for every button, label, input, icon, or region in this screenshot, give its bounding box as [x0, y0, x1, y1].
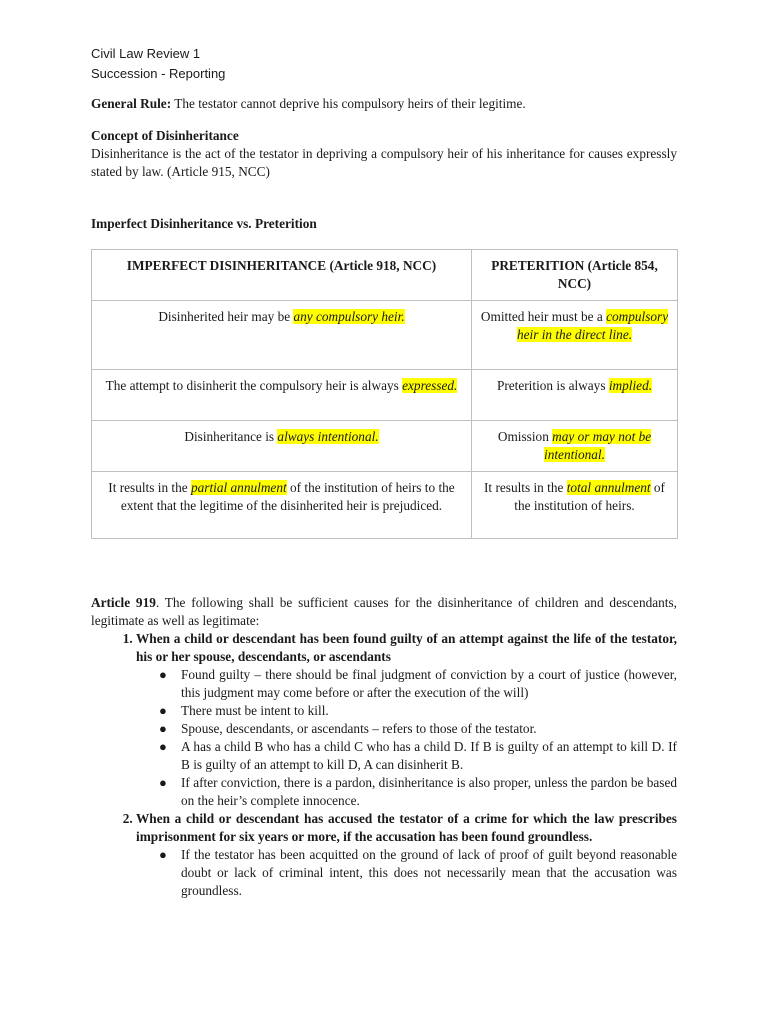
comparison-title: Imperfect Disinheritance vs. Preterition: [91, 216, 317, 231]
preterition-cell: [472, 301, 678, 370]
bullet-icon: ●: [159, 847, 167, 862]
note-item: [159, 738, 677, 774]
comparison-header-row: [92, 250, 678, 301]
highlighted-text: partial annulment: [191, 480, 287, 495]
cause-item: [136, 810, 677, 900]
note-text: There must be intent to kill.: [181, 703, 329, 718]
bullet-icon: ●: [159, 703, 167, 718]
note-item: [159, 702, 677, 720]
table-row: [92, 301, 678, 370]
cell-text: of the institution of heirs.: [514, 480, 665, 513]
article-919-text: . The following shall be sufficient causes for the disinheritance of children and descendants, legitimate as well as legitimate:: [91, 595, 677, 628]
note-item: [159, 846, 677, 900]
imperfect-cell: [92, 472, 472, 539]
article-919-label: Article 919: [91, 595, 156, 610]
note-item: [159, 666, 677, 702]
concept-title: Concept of Disinheritance: [91, 128, 239, 143]
cell-text: It results in the: [484, 480, 567, 495]
bullet-icon: ●: [159, 667, 167, 682]
note-text: Spouse, descendants, or ascendants – refers to those of the testator.: [181, 721, 537, 736]
highlighted-text: may or may not be intentional.: [544, 429, 652, 462]
note-item: [159, 774, 677, 810]
table-row: [92, 421, 678, 472]
topic-title: Succession - Reporting: [91, 66, 226, 81]
highlighted-text: expressed.: [402, 378, 458, 393]
cell-text: Omission: [497, 429, 553, 444]
note-text: Found guilty – there should be final judgment of conviction by a court of justice (however, this judgment may come before or after the execution of the will): [181, 667, 677, 700]
preterition-cell: [472, 472, 678, 539]
preterition-cell: [472, 421, 678, 472]
preterition-cell: [472, 370, 678, 421]
cell-text: of the institution of heirs to the extent that the legitime of the disinherited heir is prejudiced.: [120, 480, 455, 513]
cause-text: When a child or descendant has accused the testator of a crime for which the law prescribes imprisonment for six years or more, if the accusation has been found groundless.: [136, 811, 677, 844]
cell-text: Disinherited heir may be: [158, 309, 294, 324]
highlighted-text: implied.: [608, 378, 653, 393]
concept-section: [91, 127, 677, 181]
table-row: [92, 370, 678, 421]
general-rule: [91, 95, 677, 113]
note-text: A has a child B who has a child C who has a child D. If B is guilty of an attempt to kill D. If B is guilty of an attempt to kill D, A can disinherit B.: [181, 739, 677, 772]
imperfect-cell: [92, 370, 472, 421]
causes-list: [91, 630, 677, 900]
bullet-icon: ●: [159, 739, 167, 754]
concept-text: Disinheritance is the act of the testator in depriving a compulsory heir of his inheritance for causes expressly stated by law. (Article 915, NCC): [91, 146, 677, 179]
cause-item: [136, 630, 677, 810]
table-row: [92, 472, 678, 539]
header-preterition: PRETERITION (Article 854, NCC): [472, 250, 678, 301]
imperfect-cell: [92, 421, 472, 472]
document-header: [91, 44, 677, 84]
cause-notes: [136, 666, 677, 810]
imperfect-cell: [92, 301, 472, 370]
cell-text: Disinheritance is: [184, 429, 278, 444]
highlighted-text: total annulment: [566, 480, 651, 495]
general-rule-text: The testator cannot deprive his compulsory heirs of their legitime.: [171, 96, 526, 111]
cell-text: Preterition is always: [496, 378, 609, 393]
note-text: If the testator has been acquitted on the ground of lack of proof of guilt beyond reasonable doubt or lack of criminal intent, this does not necessarily mean that the accusation was groundless.: [181, 847, 677, 898]
cell-text: The attempt to disinherit the compulsory heir is always: [105, 378, 403, 393]
cause-text: When a child or descendant has been found guilty of an attempt against the life of the testator, his or her spouse, descendants, or ascendants: [136, 631, 677, 664]
course-title: Civil Law Review 1: [91, 46, 201, 61]
highlighted-text: any compulsory heir.: [293, 309, 405, 324]
document-page: [91, 44, 677, 900]
comparison-table: [91, 249, 678, 539]
cell-text: Omitted heir must be a: [480, 309, 607, 324]
cause-notes: [136, 846, 677, 900]
cell-text: It results in the: [108, 480, 191, 495]
article-919-intro: [91, 594, 677, 630]
highlighted-text: compulsory heir in the direct line.: [516, 309, 669, 342]
note-item: [159, 720, 677, 738]
note-text: If after conviction, there is a pardon, disinheritance is also proper, unless the pardon be based on the heir’s complete innocence.: [181, 775, 677, 808]
bullet-icon: ●: [159, 775, 167, 790]
general-rule-label: General Rule:: [91, 96, 172, 111]
highlighted-text: always intentional.: [277, 429, 379, 444]
bullet-icon: ●: [159, 721, 167, 736]
header-imperfect: IMPERFECT DISINHERITANCE (Article 918, NCC): [92, 250, 472, 301]
